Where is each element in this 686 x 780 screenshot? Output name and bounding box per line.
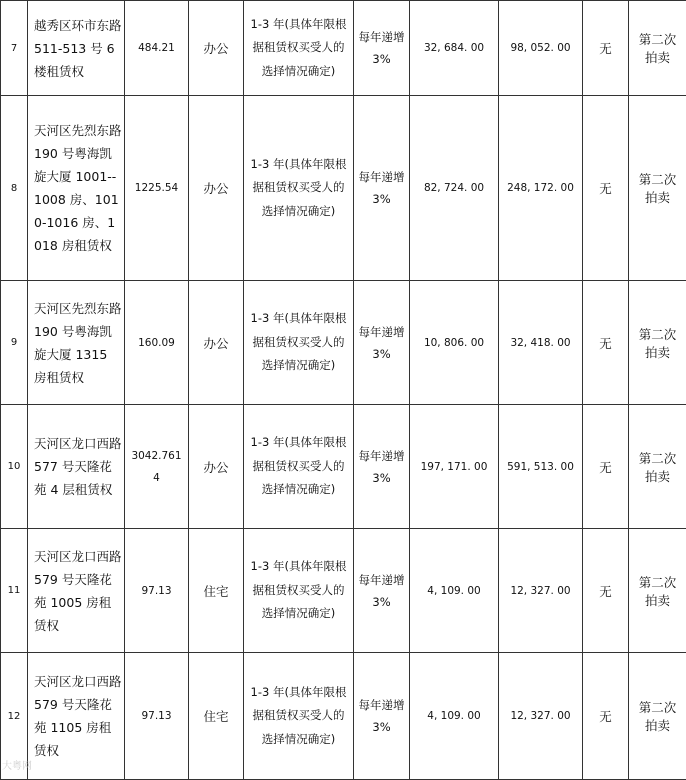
lease-term-cell: 1-3 年(具体年限根据租赁权买受人的选择情况确定) <box>244 529 354 653</box>
monthly-rent-cell: 4, 109. 00 <box>410 653 499 780</box>
remark-cell: 第二次拍卖 <box>629 653 686 780</box>
lease-term-cell: 1-3 年(具体年限根据租赁权买受人的选择情况确定) <box>244 281 354 405</box>
monthly-rent-cell: 82, 724. 00 <box>410 96 499 281</box>
row-number-cell: 8 <box>1 96 28 281</box>
other-cell: 无 <box>583 1 629 96</box>
annual-increase-cell: 每年递增 3% <box>354 405 410 529</box>
lease-term-cell: 1-3 年(具体年限根据租赁权买受人的选择情况确定) <box>244 653 354 780</box>
annual-increase-cell: 每年递增 3% <box>354 653 410 780</box>
area-cell: 97.13 <box>125 653 189 780</box>
usage-cell: 办公 <box>189 281 244 405</box>
area-cell: 3042.7614 <box>125 405 189 529</box>
deposit-cell: 98, 052. 00 <box>499 1 583 96</box>
property-name-cell: 越秀区环市东路 511-513 号 6 楼租赁权 <box>28 1 125 96</box>
row-number-cell: 10 <box>1 405 28 529</box>
other-cell: 无 <box>583 96 629 281</box>
usage-cell: 办公 <box>189 405 244 529</box>
other-cell: 无 <box>583 529 629 653</box>
other-cell: 无 <box>583 405 629 529</box>
annual-increase-cell: 每年递增 3% <box>354 281 410 405</box>
lease-term-cell: 1-3 年(具体年限根据租赁权买受人的选择情况确定) <box>244 405 354 529</box>
table-row <box>1 96 686 281</box>
deposit-cell: 12, 327. 00 <box>499 529 583 653</box>
lease-term-cell: 1-3 年(具体年限根据租赁权买受人的选择情况确定) <box>244 96 354 281</box>
property-name-cell: 天河区先烈东路 190 号粤海凯旋大厦 1001--1008 房、1010-1016 房、1018 房租赁权 <box>28 96 125 281</box>
remark-cell: 第二次拍卖 <box>629 281 686 405</box>
area-cell: 484.21 <box>125 1 189 96</box>
row-number-cell: 9 <box>1 281 28 405</box>
area-cell: 97.13 <box>125 529 189 653</box>
usage-cell: 办公 <box>189 1 244 96</box>
remark-cell: 第二次拍卖 <box>629 529 686 653</box>
area-cell: 1225.54 <box>125 96 189 281</box>
area-cell: 160.09 <box>125 281 189 405</box>
table-row <box>1 1 686 96</box>
table-row <box>1 405 686 529</box>
table-row <box>1 281 686 405</box>
deposit-cell: 248, 172. 00 <box>499 96 583 281</box>
remark-cell: 第二次拍卖 <box>629 405 686 529</box>
property-name-cell: 天河区先烈东路 190 号粤海凯旋大厦 1315 房租赁权 <box>28 281 125 405</box>
watermark: 大粤网 <box>2 757 32 772</box>
usage-cell: 住宅 <box>189 653 244 780</box>
table-row <box>1 529 686 653</box>
other-cell: 无 <box>583 653 629 780</box>
property-name-cell: 天河区龙口西路 577 号天隆花苑 4 层租赁权 <box>28 405 125 529</box>
table-row <box>1 653 686 780</box>
annual-increase-cell: 每年递增 3% <box>354 1 410 96</box>
deposit-cell: 12, 327. 00 <box>499 653 583 780</box>
row-number-cell: 11 <box>1 529 28 653</box>
remark-cell: 第二次拍卖 <box>629 96 686 281</box>
lease-term-cell: 1-3 年(具体年限根据租赁权买受人的选择情况确定) <box>244 1 354 96</box>
usage-cell: 办公 <box>189 96 244 281</box>
other-cell: 无 <box>583 281 629 405</box>
monthly-rent-cell: 4, 109. 00 <box>410 529 499 653</box>
property-name-cell: 天河区龙口西路 579 号天隆花苑 1105 房租赁权 <box>28 653 125 780</box>
annual-increase-cell: 每年递增 3% <box>354 529 410 653</box>
deposit-cell: 591, 513. 00 <box>499 405 583 529</box>
usage-cell: 住宅 <box>189 529 244 653</box>
monthly-rent-cell: 10, 806. 00 <box>410 281 499 405</box>
deposit-cell: 32, 418. 00 <box>499 281 583 405</box>
remark-cell: 第二次拍卖 <box>629 1 686 96</box>
monthly-rent-cell: 32, 684. 00 <box>410 1 499 96</box>
annual-increase-cell: 每年递增 3% <box>354 96 410 281</box>
property-name-cell: 天河区龙口西路 579 号天隆花苑 1005 房租赁权 <box>28 529 125 653</box>
row-number-cell: 12 <box>1 653 28 780</box>
row-number-cell: 7 <box>1 1 28 96</box>
monthly-rent-cell: 197, 171. 00 <box>410 405 499 529</box>
